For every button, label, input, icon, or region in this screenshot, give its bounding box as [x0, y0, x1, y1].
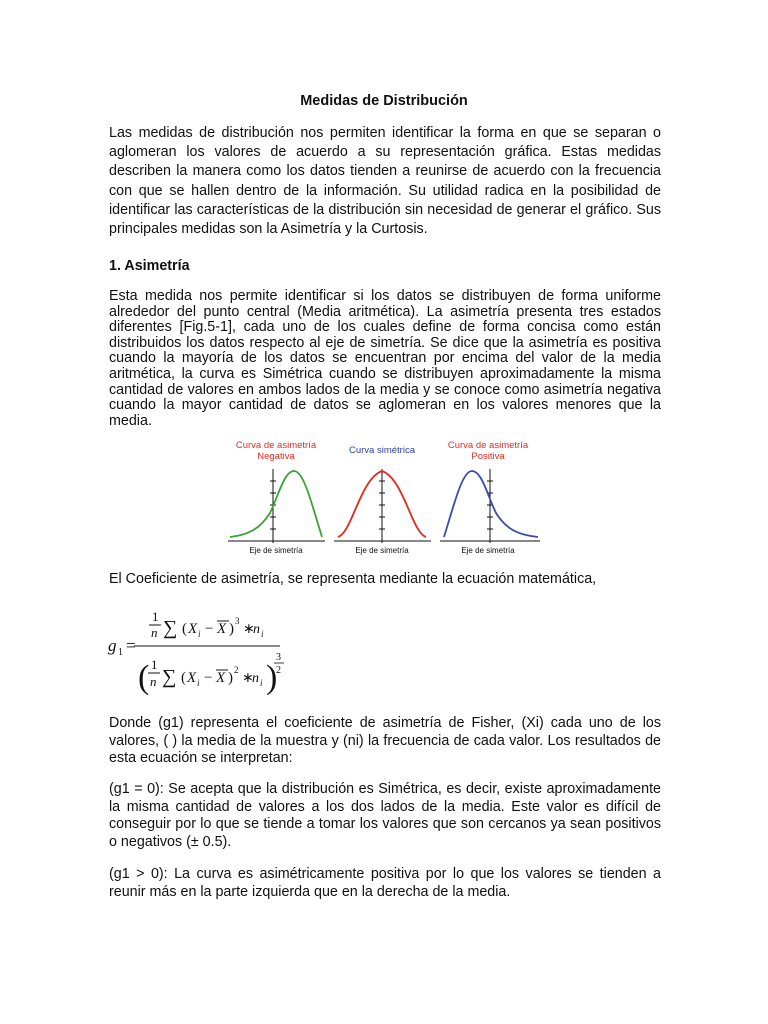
intro-paragraph: Las medidas de distribución nos permiten identificar la forma en que se separan o aglomeran los valores de acuerdo a su representación gráfica. Estas medidas describen la manera como los datos tienden a reunirse de acuerdo con la frecuencia con que se hallen dentro de la información. Su utilidad radica en la posibilidad de identificar las características de la distribución sin necesidad de generar el gráfico. Sus principales medidas son la Asimetría y la Curtosis.: [109, 125, 661, 238]
asymmetry-paragraph: Esta medida nos permite identificar si los datos se distribuyen de forma uniforme alrededor del punto central (Media aritmética). La asimetría presenta tres estados diferentes [Fig.5-1], cada uno de los cuales define de forma concisa como están distribuidos los datos respecto al eje de simetría. Se dice que la asimetría es positiva cuando la mayoría de los datos se encuentran por encima del valor de la media aritmética, la curva es Simétrica cuando se distribuyen aproximadamente la misma cantidad de valores en ambos lados de la media y se conoce como asimetría negativa cuando la mayor cantidad de datos se aglomeran en los valores menores que la media.: [109, 288, 661, 429]
svg-text:X: X: [216, 670, 226, 686]
svg-text:(: (: [181, 670, 186, 686]
svg-text:n: n: [253, 622, 260, 637]
svg-text:∗: ∗: [242, 671, 254, 686]
svg-text:n: n: [150, 674, 157, 689]
skewness-formula: [104, 604, 294, 704]
svg-text:): ): [228, 670, 233, 686]
formula-lhs: g: [108, 636, 117, 655]
page-title: Medidas de Distribución: [300, 93, 468, 109]
svg-text:∗: ∗: [243, 622, 255, 637]
asymmetry-figure: [228, 433, 546, 559]
positive-skew-panel: [440, 440, 540, 555]
negative-curve-title-2: Negativa: [257, 451, 295, 462]
positive-case-paragraph: (g1 > 0): La curva es asimétricamente positiva por lo que los valores se tienden a reunir más en la parte izquierda que en la derecha de la media.: [109, 866, 661, 900]
svg-text:3: 3: [276, 652, 281, 663]
svg-text:1: 1: [118, 647, 123, 658]
svg-text:1: 1: [152, 609, 159, 624]
svg-text:(: (: [138, 659, 150, 696]
negative-axis-label: Eje de simetría: [249, 546, 303, 555]
svg-text:X: X: [187, 670, 197, 686]
svg-text:3: 3: [235, 616, 240, 626]
svg-text:X: X: [217, 621, 227, 637]
coefficient-intro: El Coeficiente de asimetría, se representa mediante la ecuación matemática,: [109, 571, 597, 587]
svg-text:i: i: [198, 629, 201, 639]
svg-text:2: 2: [276, 665, 281, 676]
negative-curve-title-1: Curva de asimetría: [235, 440, 317, 451]
svg-text:1: 1: [151, 657, 158, 672]
section-heading: 1. Asimetría: [109, 258, 190, 274]
positive-curve-title-1: Curva de asimetría: [447, 440, 529, 451]
svg-text:i: i: [197, 678, 200, 688]
svg-text:∑: ∑: [163, 617, 178, 639]
svg-text:): ): [266, 659, 278, 696]
svg-text:∑: ∑: [162, 666, 177, 688]
symmetric-case-paragraph: (g1 = 0): Se acepta que la distribución es Simétrica, es decir, existe aproximadamente la misma cantidad de valores a los dos lados de la media. Este valor es difícil de conseguir por lo que se tiende a tomar los valores que son cercanos ya sean positivos o negativos (± 0.5).: [109, 781, 661, 850]
svg-text:(: (: [182, 621, 187, 637]
positive-curve-title-2: Positiva: [471, 451, 505, 462]
svg-text:X: X: [188, 621, 198, 637]
symmetric-axis-label: Eje de simetría: [355, 546, 409, 555]
positive-axis-label: Eje de simetría: [461, 546, 515, 555]
svg-text:): ): [229, 621, 234, 637]
svg-text:−: −: [204, 670, 213, 686]
negative-skew-panel: [228, 440, 325, 555]
svg-text:2: 2: [234, 665, 239, 675]
symmetric-curve-title: Curva simétrica: [349, 445, 415, 456]
formula-explanation: Donde (g1) representa el coeficiente de asimetría de Fisher, (Xi) cada uno de los valores, ( ) la media de la muestra y (ni) la frecuencia de cada valor. Los resultados de esta ecuación se interpretan:: [109, 715, 661, 767]
symmetric-panel: [334, 445, 431, 555]
svg-text:=: =: [126, 636, 136, 655]
svg-text:n: n: [151, 625, 158, 640]
svg-text:i: i: [260, 678, 263, 688]
svg-text:i: i: [261, 629, 264, 639]
svg-text:−: −: [205, 621, 214, 637]
svg-text:n: n: [252, 671, 259, 686]
